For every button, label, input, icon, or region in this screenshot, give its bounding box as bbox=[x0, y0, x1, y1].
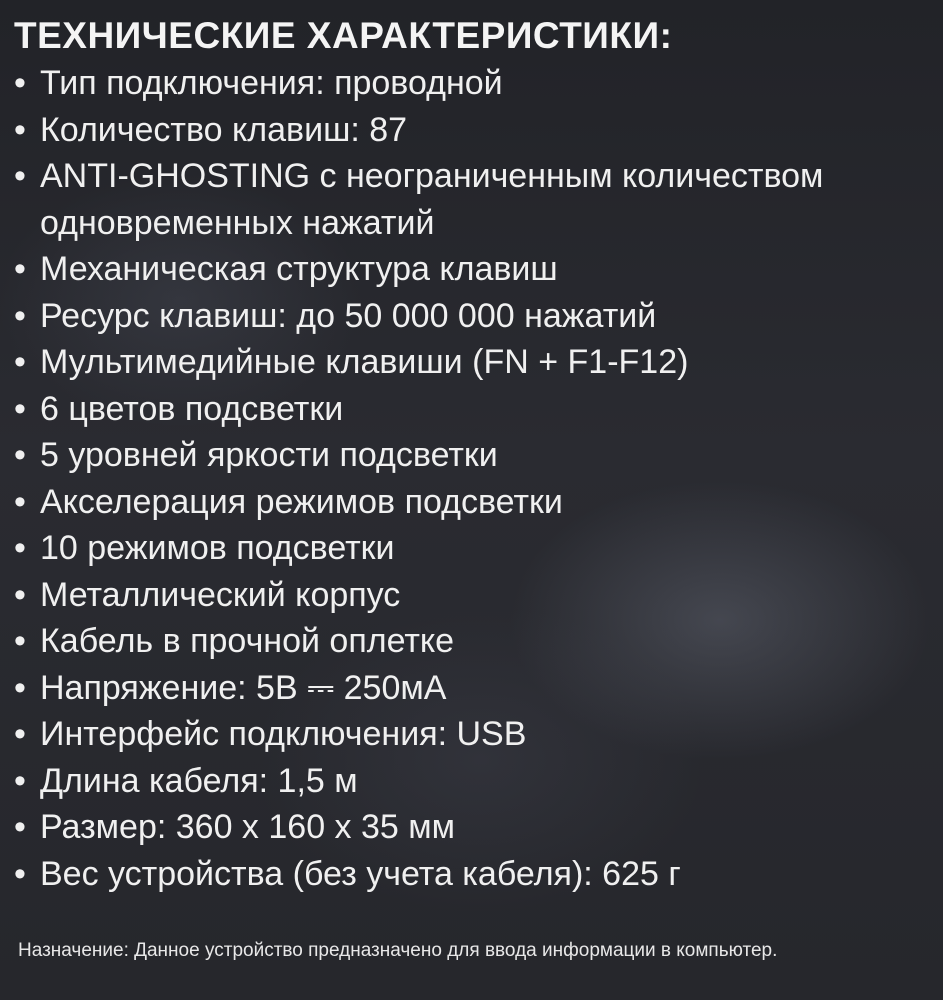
spec-text: 5 уровней яркости подсветки bbox=[40, 436, 498, 474]
device-purpose-note: Назначение: Данное устройство предназначено для ввода информации в компьютер. bbox=[18, 940, 778, 961]
spec-text: Количество клавиш: 87 bbox=[40, 110, 408, 149]
spec-list bbox=[0, 60, 943, 897]
spec-item-multimedia-keys bbox=[0, 339, 920, 386]
spec-item-interface bbox=[0, 711, 920, 758]
bullet-icon: • bbox=[14, 715, 26, 753]
bullet-icon: • bbox=[14, 761, 26, 800]
spec-text: Механическая структура клавиш bbox=[40, 250, 558, 288]
spec-text: Размер: 360 х 160 х 35 мм bbox=[40, 808, 456, 846]
spec-text: 6 цветов подсветки bbox=[40, 389, 344, 428]
spec-item-dimensions bbox=[0, 804, 920, 851]
spec-text: Кабель в прочной оплетке bbox=[40, 622, 455, 660]
spec-text: Вес устройства (без учета кабеля): 625 г bbox=[40, 854, 681, 893]
spec-item-metal-body bbox=[0, 572, 920, 619]
bullet-icon: • bbox=[14, 482, 26, 521]
spec-item-braided-cable bbox=[0, 618, 920, 665]
spec-text: Ресурс клавиш: до 50 000 000 нажатий bbox=[40, 296, 657, 335]
bullet-icon: • bbox=[14, 64, 26, 102]
bullet-icon: • bbox=[14, 343, 26, 381]
spec-text: Тип подключения: проводной bbox=[40, 64, 503, 102]
spec-item-key-structure bbox=[0, 246, 920, 293]
spec-item-key-count bbox=[0, 107, 920, 154]
bullet-icon: • bbox=[14, 808, 26, 846]
spec-item-connection-type bbox=[0, 60, 920, 107]
spec-text: Мультимедийные клавиши (FN + F1-F12) bbox=[40, 343, 689, 381]
spec-text: Напряжение: 5В ⎓ 250мА bbox=[40, 668, 447, 707]
bullet-icon: • bbox=[14, 668, 26, 707]
bullet-icon: • bbox=[14, 854, 26, 893]
spec-text: Металлический корпус bbox=[40, 575, 401, 614]
spec-text: ANTI-GHOSTING с неограниченным количеством одновременных нажатий bbox=[40, 157, 824, 242]
bullet-icon: • bbox=[14, 157, 26, 195]
spec-text: Интерфейс подключения: USB bbox=[40, 715, 527, 753]
spec-text: Акселерация режимов подсветки bbox=[40, 482, 563, 521]
spec-item-voltage bbox=[0, 665, 920, 712]
spec-item-backlight-acceleration bbox=[0, 479, 920, 526]
spec-item-key-lifespan bbox=[0, 293, 920, 340]
bullet-icon: • bbox=[14, 110, 26, 149]
bullet-icon: • bbox=[14, 389, 26, 428]
spec-item-backlight-colors bbox=[0, 386, 920, 433]
spec-item-backlight-modes bbox=[0, 525, 920, 572]
specs-title: ТЕХНИЧЕСКИЕ ХАРАКТЕРИСТИКИ: bbox=[14, 15, 673, 56]
bullet-icon: • bbox=[14, 575, 26, 614]
bullet-icon: • bbox=[14, 529, 26, 567]
spec-item-cable-length bbox=[0, 758, 920, 805]
spec-item-brightness-levels bbox=[0, 432, 920, 479]
spec-item-anti-ghosting bbox=[0, 153, 920, 246]
bullet-icon: • bbox=[14, 622, 26, 660]
spec-item-weight bbox=[0, 851, 920, 898]
bullet-icon: • bbox=[14, 436, 26, 474]
spec-text: 10 режимов подсветки bbox=[40, 529, 395, 567]
spec-text: Длина кабеля: 1,5 м bbox=[40, 761, 358, 800]
bullet-icon: • bbox=[14, 250, 26, 288]
bullet-icon: • bbox=[14, 296, 26, 335]
